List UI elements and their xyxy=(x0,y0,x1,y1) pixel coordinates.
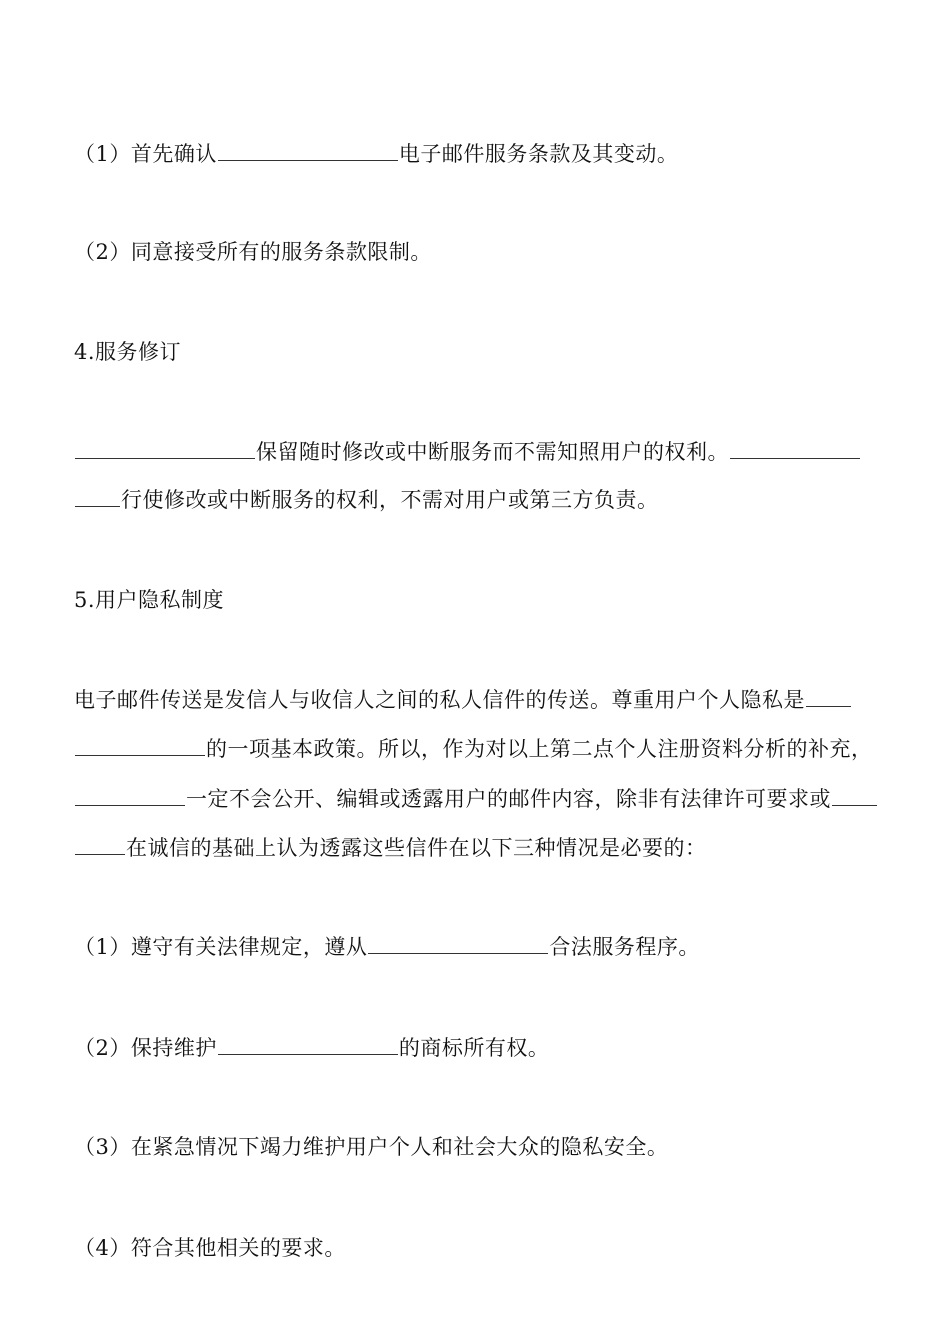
fill-blank xyxy=(730,438,860,459)
fill-blank xyxy=(218,140,398,161)
condition-2-end: 的商标所有权。 xyxy=(398,1036,550,1060)
fill-blank xyxy=(75,785,185,806)
privacy-line-3 xyxy=(74,785,878,813)
service-revision-text-1: 保留随时修改或中断服务而不需知照用户的权利。 xyxy=(256,440,729,464)
fill-blank xyxy=(832,785,877,806)
privacy-text-1: 电子邮件传送是发信人与收信人之间的私人信件的传送。尊重用户个人隐私是 xyxy=(74,688,805,712)
condition-3: （3）在紧急情况下竭力维护用户个人和社会大众的隐私安全。 xyxy=(74,1135,669,1159)
fill-blank xyxy=(75,834,125,855)
condition-2-start: （2）保持维护 xyxy=(74,1036,217,1060)
condition-1 xyxy=(74,933,700,961)
fill-blank xyxy=(75,438,255,459)
accept-clause: （2）同意接受所有的服务条款限制。 xyxy=(74,240,432,264)
service-revision-line-2 xyxy=(74,486,659,514)
privacy-line-2 xyxy=(74,735,873,763)
privacy-line-1 xyxy=(74,686,852,714)
fill-blank xyxy=(75,735,205,756)
condition-1-end: 合法服务程序。 xyxy=(549,935,700,959)
privacy-text-3: 一定不会公开、编辑或透露用户的邮件内容，除非有法律许可要求或 xyxy=(186,787,831,811)
section-heading-privacy: 5.用户隐私制度 xyxy=(74,588,225,612)
confirm-clause-start: （1）首先确认 xyxy=(74,142,217,166)
condition-4: （4）符合其他相关的要求。 xyxy=(74,1236,346,1260)
confirm-clause-end: 电子邮件服务条款及其变动。 xyxy=(398,142,679,166)
privacy-text-2: 的一项基本政策。所以，作为对以上第二点个人注册资料分析的补充， xyxy=(206,737,873,761)
fill-blank xyxy=(75,486,120,507)
fill-blank xyxy=(218,1034,398,1055)
condition-1-start: （1）遵守有关法律规定，遵从 xyxy=(74,935,368,959)
confirm-clause xyxy=(74,140,678,168)
condition-2 xyxy=(74,1034,549,1062)
service-revision-line-1 xyxy=(74,438,861,466)
fill-blank xyxy=(806,686,851,707)
section-heading-service-revision: 4.服务修订 xyxy=(74,340,182,364)
service-revision-text-2: 行使修改或中断服务的权利，不需对用户或第三方负责。 xyxy=(121,488,659,512)
privacy-text-4: 在诚信的基础上认为透露这些信件在以下三种情况是必要的： xyxy=(126,836,707,860)
fill-blank xyxy=(368,933,548,954)
privacy-line-4 xyxy=(74,834,707,862)
